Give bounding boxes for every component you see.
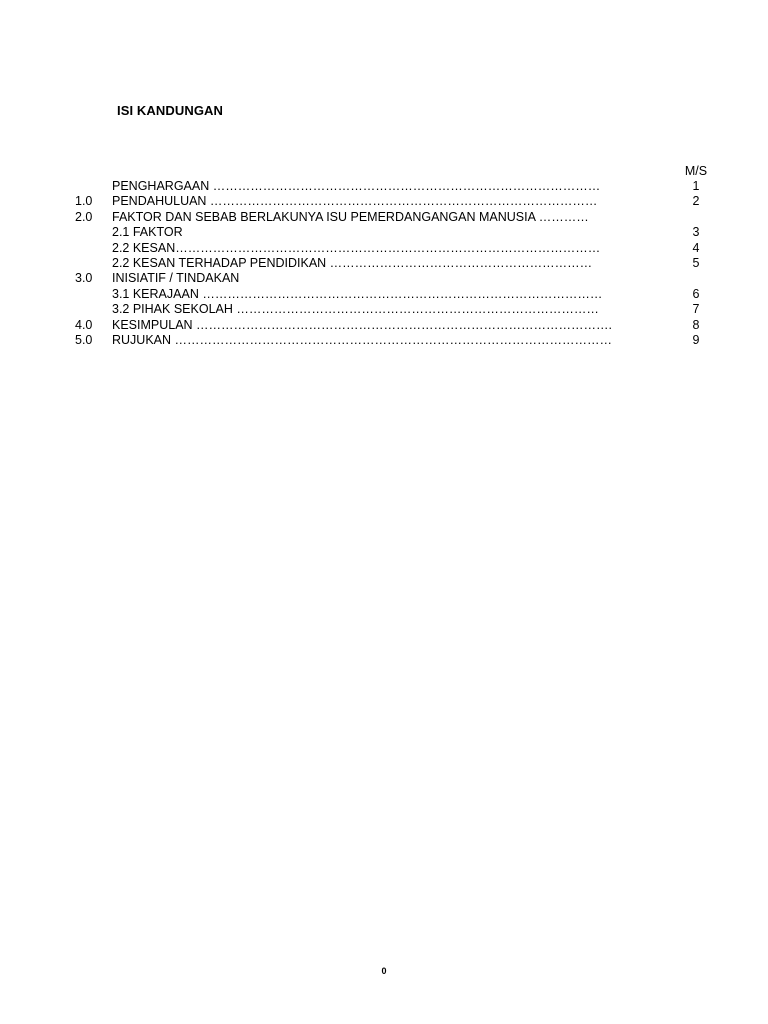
toc-entry: PENGHARGAAN ………………………………………………………………………………… — [112, 179, 601, 193]
toc-row-faktor-dan-sebab — [0, 210, 768, 225]
toc-row-kesimpulan — [0, 318, 768, 333]
toc-entry: 2.1 FAKTOR — [112, 225, 183, 240]
toc-row-penghargaan — [0, 179, 768, 194]
toc-entry: 3.1 KERAJAAN …………………………………………………………………………………… — [112, 286, 603, 301]
toc-page: 9 — [692, 332, 700, 347]
toc-page: 8 — [692, 317, 700, 332]
toc-number: 2.0 — [75, 209, 93, 224]
toc-entry: PENDAHULUAN ………………………………………………………………………………… — [112, 194, 598, 209]
toc-number: 3.0 — [75, 271, 93, 286]
toc-row-pihak-sekolah — [0, 302, 768, 317]
toc-page: 7 — [692, 302, 700, 317]
toc-entry: INISIATIF / TINDAKAN — [112, 271, 240, 286]
toc-row-kesan-pendidikan — [0, 256, 768, 271]
table-of-contents — [0, 179, 768, 348]
toc-page: 1 — [692, 179, 700, 193]
toc-entry: 3.2 PIHAK SEKOLAH …………………………………………………………………………… — [112, 302, 599, 317]
toc-page: 5 — [692, 255, 700, 270]
toc-title: ISI KANDUNGAN — [117, 103, 224, 118]
footer-page-number: 0 — [381, 966, 387, 976]
toc-entry: RUJUKAN …………………………………………………………………………………………… — [112, 332, 613, 347]
toc-row-rujukan — [0, 333, 768, 348]
toc-page: 6 — [692, 286, 700, 301]
toc-row-faktor — [0, 225, 768, 240]
toc-entry: KESIMPULAN ………………………………………………………………………………………. — [112, 317, 613, 332]
toc-number: 1.0 — [75, 194, 93, 209]
toc-number: 4.0 — [75, 317, 93, 332]
toc-row-pendahuluan — [0, 194, 768, 209]
toc-page: 3 — [692, 225, 700, 240]
toc-entry: 2.2 KESAN TERHADAP PENDIDIKAN ……………………………………………………… — [112, 255, 593, 270]
toc-row-inisiatif — [0, 271, 768, 286]
toc-page: 4 — [692, 240, 700, 255]
toc-number: 5.0 — [75, 332, 93, 347]
toc-row-kerajaan — [0, 287, 768, 302]
page-column-header: M/S — [684, 164, 708, 178]
toc-row-kesan — [0, 241, 768, 256]
toc-entry: FAKTOR DAN SEBAB BERLAKUNYA ISU PEMERDANGANGAN MANUSIA ………… — [112, 209, 589, 224]
toc-entry: 2.2 KESAN………………………………………………………………………………………… — [112, 240, 601, 255]
toc-page: 2 — [692, 194, 700, 209]
